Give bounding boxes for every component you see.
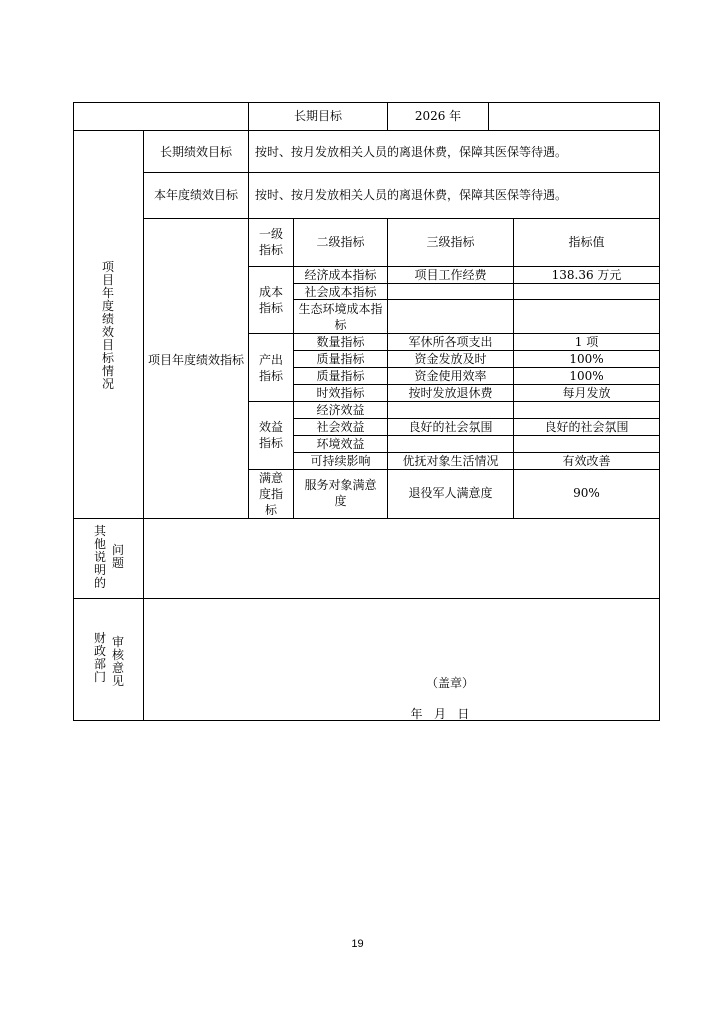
table-rule <box>293 299 660 300</box>
long-term-target-label: 长期目标 <box>293 109 342 123</box>
table-rule <box>73 598 660 599</box>
table-rule <box>248 218 249 519</box>
section-label: 项目年度绩效目标情况 <box>101 260 114 391</box>
table-rule <box>293 384 660 385</box>
table-rule <box>249 401 660 402</box>
table-rule <box>249 333 660 334</box>
row-value: 良好的社会氛围 <box>544 420 629 434</box>
table-rule <box>293 367 660 368</box>
table-rule <box>143 218 660 219</box>
row-value: 有效改善 <box>562 454 611 468</box>
table-border-bottom <box>73 720 660 721</box>
row-l3: 良好的社会氛围 <box>408 420 493 434</box>
table-border-left <box>73 102 74 721</box>
row-value: 100% <box>569 352 604 366</box>
row-l2: 生态环境成本指标 <box>298 302 383 332</box>
row-l3: 资金使用效率 <box>414 369 487 383</box>
row-l3: 优抚对象生活情况 <box>402 454 499 468</box>
seal: （盖章） <box>425 676 474 690</box>
long-term-goal-label: 长期绩效目标 <box>159 145 232 159</box>
row-l2: 经济效益 <box>316 403 365 417</box>
row-l2: 数量指标 <box>316 335 365 349</box>
row-value: 138.36 万元 <box>551 268 622 282</box>
target-year: 2026 年 <box>414 109 462 123</box>
table-rule <box>143 172 660 173</box>
indicators-label-text: 项目年度绩效指标 <box>147 353 244 367</box>
annual-goal-text: 按时、按月发放相关人员的离退休费，保障其医保等待遇。 <box>255 188 568 202</box>
table-rule <box>488 102 489 131</box>
long-term-goal-text: 按时、按月发放相关人员的离退休费，保障其医保等待遇。 <box>255 145 568 159</box>
table-rule <box>293 283 660 284</box>
row-value: 90% <box>573 486 600 500</box>
col-value: 指标值 <box>568 235 605 249</box>
finance-review-label: 审核意见 <box>111 635 124 688</box>
review-date: 年 月 日 <box>410 707 470 721</box>
finance-dept-label: 财政部门 <box>93 631 106 684</box>
table-rule <box>293 452 660 453</box>
table-rule <box>293 418 660 419</box>
col-level3: 三级指标 <box>426 235 475 249</box>
group-cost: 成本指标 <box>258 285 283 315</box>
row-l2: 服务对象满意度 <box>304 478 377 508</box>
group-satisfaction: 满意度指标 <box>258 471 283 517</box>
row-l2: 经济成本指标 <box>304 268 377 282</box>
row-value: 每月发放 <box>562 386 611 400</box>
row-l3: 退役军人满意度 <box>408 486 493 500</box>
row-l2: 可持续影响 <box>310 454 371 468</box>
table-rule <box>73 518 660 519</box>
table-rule <box>248 130 249 219</box>
row-l2: 质量指标 <box>316 352 365 366</box>
row-l2: 质量指标 <box>316 369 365 383</box>
row-l2: 社会成本指标 <box>304 285 377 299</box>
table-border-top <box>73 102 660 103</box>
table-rule <box>73 130 660 131</box>
indicators-label <box>144 353 248 368</box>
table-rule <box>249 266 660 267</box>
row-l3: 按时发放退休费 <box>408 386 493 400</box>
table-rule <box>293 435 660 436</box>
table-border-right <box>659 102 660 721</box>
row-l2: 环境效益 <box>316 437 365 451</box>
table-rule <box>249 469 660 470</box>
other-notes-label-b: 问题 <box>111 543 124 570</box>
row-l2: 社会效益 <box>316 420 365 434</box>
col-level1: 一级指标 <box>258 227 283 257</box>
row-l3: 军休所各项支出 <box>408 335 493 349</box>
annual-goal-label: 本年度绩效目标 <box>153 188 238 202</box>
row-value: 1 项 <box>574 335 599 349</box>
other-notes-label: 其他说明的 <box>93 524 106 590</box>
row-l3: 资金发放及时 <box>414 352 487 366</box>
row-l2: 时效指标 <box>316 386 365 400</box>
group-output: 产出指标 <box>258 353 283 383</box>
page-number: 19 <box>351 938 364 950</box>
row-value: 100% <box>569 369 604 383</box>
row-l3: 项目工作经费 <box>414 268 487 282</box>
group-benefit: 效益指标 <box>258 420 283 450</box>
col-level2: 二级指标 <box>316 235 365 249</box>
table-rule <box>293 350 660 351</box>
table-rule <box>143 130 144 721</box>
